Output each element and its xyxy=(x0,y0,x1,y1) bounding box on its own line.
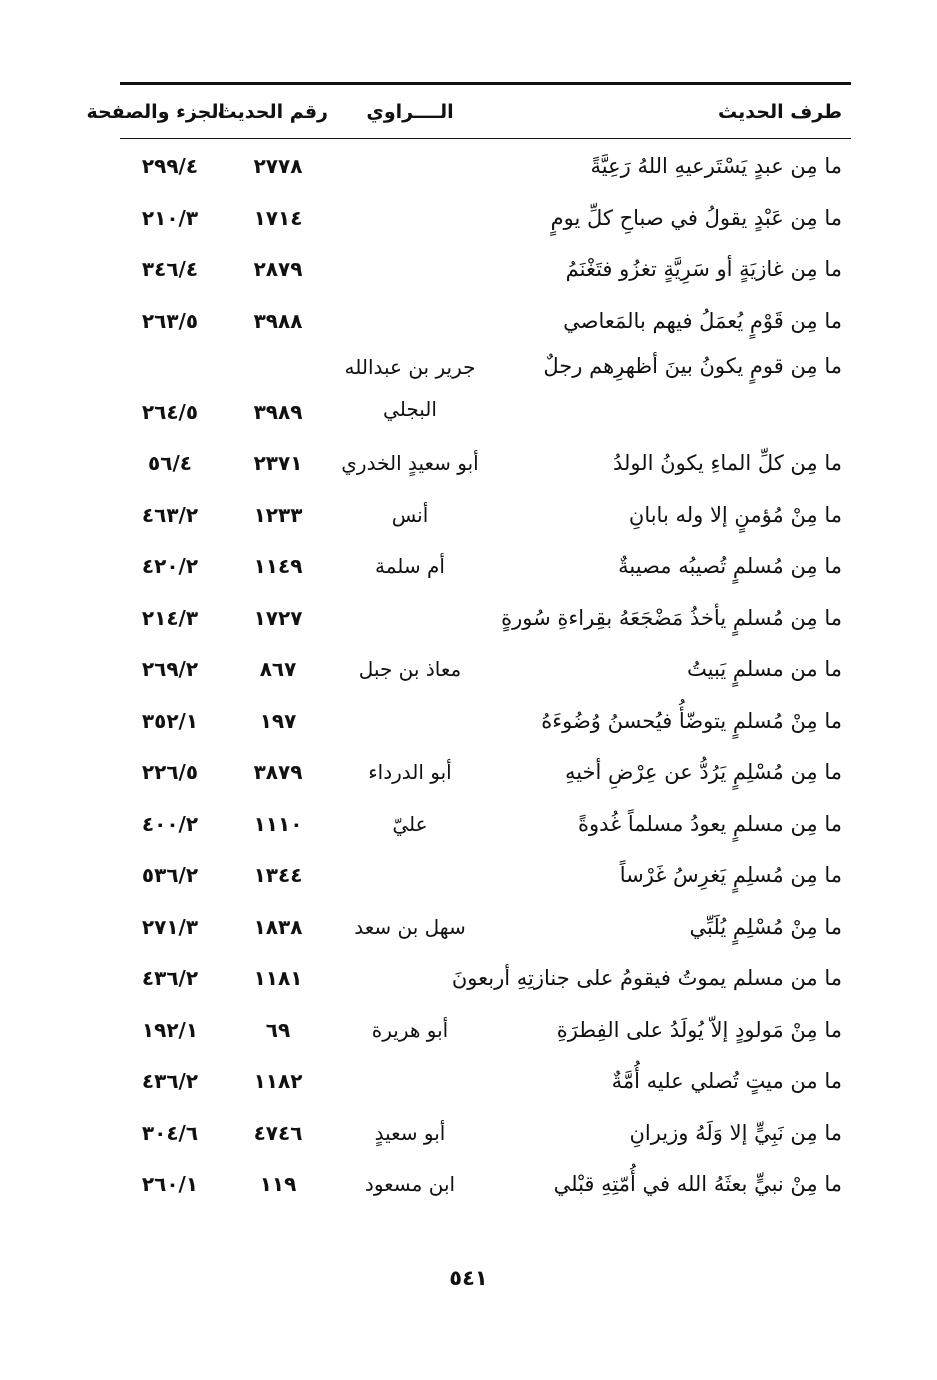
volume-page: ٣٤٦/٤ xyxy=(141,257,199,281)
table-row xyxy=(0,643,937,695)
hadith-text: ما مِن كلِّ الماءِ يكونُ الولدُ xyxy=(612,451,842,475)
hadith-number: ١١٩ xyxy=(259,1172,297,1196)
header-narrator: الــــراوي xyxy=(366,101,454,123)
volume-page: ٢٦٤/٥ xyxy=(141,400,199,424)
hadith-number: ٢٧٧٨ xyxy=(253,154,303,178)
hadith-text: ما مِن قومٍ يكونُ بينَ أظهرِهم رجلٌ xyxy=(543,354,842,378)
hadith-text: ما مِنْ مُؤمنٍ إلا وله بابانِ xyxy=(628,502,842,527)
hadith-number: ٦٩ xyxy=(265,1017,291,1042)
narrator: عليّ xyxy=(392,811,428,836)
table-body xyxy=(0,140,937,1210)
narrator xyxy=(330,198,490,238)
narrator: أبو سعيدٍ الخدري xyxy=(341,451,479,475)
volume-page: ٤٢٠/٢ xyxy=(141,554,199,578)
hadith-text: ما مِن مُسلمٍ يأخذُ مَضْجَعَهُ بقِراءةِ سُورةٍ xyxy=(501,605,842,630)
table-header-rule xyxy=(120,138,851,139)
header-hadith: طرف الحديث xyxy=(718,101,842,123)
volume-page: ٤٣٦/٢ xyxy=(141,1069,199,1093)
hadith-number: ٢٨٧٩ xyxy=(253,257,303,281)
table-row xyxy=(0,798,937,850)
volume-page: ٢٧١/٣ xyxy=(141,914,199,939)
narrator: سهل بن سعد xyxy=(354,914,466,939)
hadith-number: ١٧٢٧ xyxy=(253,605,303,630)
table-row xyxy=(0,243,937,295)
table-row xyxy=(0,140,937,192)
hadith-number: ١٨٣٨ xyxy=(253,914,303,939)
table-row xyxy=(0,437,937,489)
narrator xyxy=(330,701,490,741)
narrator xyxy=(330,855,490,895)
hadith-text: ما مِنْ مَولودٍ إلاّ يُولَدُ على الفِطرَةِ xyxy=(556,1017,842,1042)
volume-page: ١٩٢/١ xyxy=(141,1017,199,1042)
volume-page: ٢٦٩/٢ xyxy=(141,657,199,681)
hadith-number: ١١٨٢ xyxy=(253,1069,303,1093)
volume-page: ٢٩٩/٤ xyxy=(141,154,199,178)
hadith-number: ٣٩٨٩ xyxy=(253,400,303,424)
volume-page: ٤٠٠/٢ xyxy=(141,811,199,836)
table-row xyxy=(0,1158,937,1210)
table-row xyxy=(0,346,937,437)
narrator xyxy=(330,301,490,341)
table-row xyxy=(0,952,937,1004)
narrator xyxy=(330,1061,490,1101)
table-row xyxy=(0,901,937,953)
hadith-text: ما مِنْ مُسْلِمٍ يُلَبِّي xyxy=(689,914,842,939)
page-number: ٥٤١ xyxy=(449,1266,488,1290)
volume-page: ٢١٤/٣ xyxy=(141,605,199,630)
hadith-text: ما مِن نَبِيٍّ إلا وَلَهُ وزيرانِ xyxy=(629,1120,842,1145)
hadith-number: ١٩٧ xyxy=(259,708,297,733)
narrator xyxy=(330,249,490,289)
table-header xyxy=(0,92,937,132)
table-row xyxy=(0,849,937,901)
table-row xyxy=(0,192,937,244)
hadith-number: ٨٦٧ xyxy=(259,657,297,681)
hadith-number: ١١١٠ xyxy=(253,811,303,836)
hadith-text: ما من ميتٍ تُصلي عليه أُمَّةٌ xyxy=(611,1069,842,1093)
volume-page: ٢٦٠/١ xyxy=(141,1172,199,1196)
hadith-text: ما مِن مُسلِمٍ يَغرِسُ غَرْساً xyxy=(619,863,842,887)
narrator xyxy=(330,146,490,186)
narrator: أبو الدرداء xyxy=(368,760,452,784)
hadith-number: ١٣٤٤ xyxy=(253,863,303,887)
volume-page: ٤٦٣/٢ xyxy=(141,502,199,527)
hadith-text: ما مِن مُسلمٍ تُصيبُه مصيبةٌ xyxy=(618,554,842,578)
table-row xyxy=(0,540,937,592)
hadith-text: ما مِنْ مُسلمٍ يتوضّأُ فيُحسنُ وُضُوءَهُ xyxy=(541,708,842,733)
table-row xyxy=(0,1055,937,1107)
hadith-number: ١١٤٩ xyxy=(253,554,303,578)
narrator: معاذ بن جبل xyxy=(358,657,462,681)
hadith-number: ٣٩٨٨ xyxy=(253,308,303,333)
hadith-text: ما من مسلم يموتُ فيقومُ على جنازتِهِ أربعونَ xyxy=(451,966,842,990)
hadith-number: ٤٧٤٦ xyxy=(253,1120,303,1145)
narrator: أنس xyxy=(391,502,429,527)
narrator xyxy=(330,598,490,638)
volume-page: ٣٠٤/٦ xyxy=(141,1120,199,1145)
hadith-text: ما مِن مُسْلِمٍ يَرُدُّ عن عِرْضِ أخيهِ xyxy=(564,760,842,784)
table-row xyxy=(0,295,937,347)
hadith-text: ما مِنْ نبيٍّ بعثَهُ الله في أُمّتِهِ قبْلي xyxy=(553,1172,842,1196)
hadith-number: ٢٣٧١ xyxy=(253,451,303,475)
volume-page: ٤٣٦/٢ xyxy=(141,966,199,990)
narrator xyxy=(330,958,490,998)
volume-page: ٣٥٢/١ xyxy=(141,708,199,733)
header-number: رقم الحديث xyxy=(217,101,328,123)
hadith-text: ما من مسلمٍ يَبيتُ xyxy=(687,657,842,681)
hadith-text: ما مِن عَبْدٍ يقولُ في صباحِ كلِّ يومٍ xyxy=(550,205,842,230)
hadith-text: ما مِن عبدٍ يَسْتَرعيهِ اللهُ رَعِيَّةً xyxy=(590,154,842,178)
hadith-text: ما مِن قَوْمٍ يُعمَلُ فيهم بالمَعاصي xyxy=(563,308,842,333)
narrator: أبو هريرة xyxy=(371,1017,449,1042)
narrator: أبو سعيدٍ xyxy=(374,1120,446,1145)
hadith-number: ١٧١٤ xyxy=(253,205,303,230)
table-row xyxy=(0,1004,937,1056)
table-row xyxy=(0,1107,937,1159)
table-row xyxy=(0,592,937,644)
volume-page: ٢١٠/٣ xyxy=(141,205,199,230)
hadith-text: ما مِن مسلمٍ يعودُ مسلماً غُدوةً xyxy=(578,811,842,836)
table-row xyxy=(0,695,937,747)
hadith-number: ٣٨٧٩ xyxy=(253,760,303,784)
narrator: جرير بن عبدالله البجلي xyxy=(344,355,476,421)
hadith-text: ما مِن غازيَةٍ أو سَرِيَّةٍ تغزُو فتَغْنَمُ xyxy=(565,257,842,281)
volume-page: ٥٦/٤ xyxy=(148,451,192,475)
volume-page: ٥٣٦/٢ xyxy=(141,863,199,887)
table-row xyxy=(0,489,937,541)
hadith-number: ١٢٣٣ xyxy=(253,502,303,527)
volume-page: ٢٦٣/٥ xyxy=(141,308,199,333)
volume-page: ٢٢٦/٥ xyxy=(141,760,199,784)
table-top-rule xyxy=(120,82,851,85)
narrator: ابن مسعود xyxy=(364,1172,456,1196)
hadith-number: ١١٨١ xyxy=(253,966,303,990)
narrator: أم سلمة xyxy=(375,554,445,578)
header-volume-page: الجزء والصفحة xyxy=(86,101,225,123)
table-row xyxy=(0,746,937,798)
